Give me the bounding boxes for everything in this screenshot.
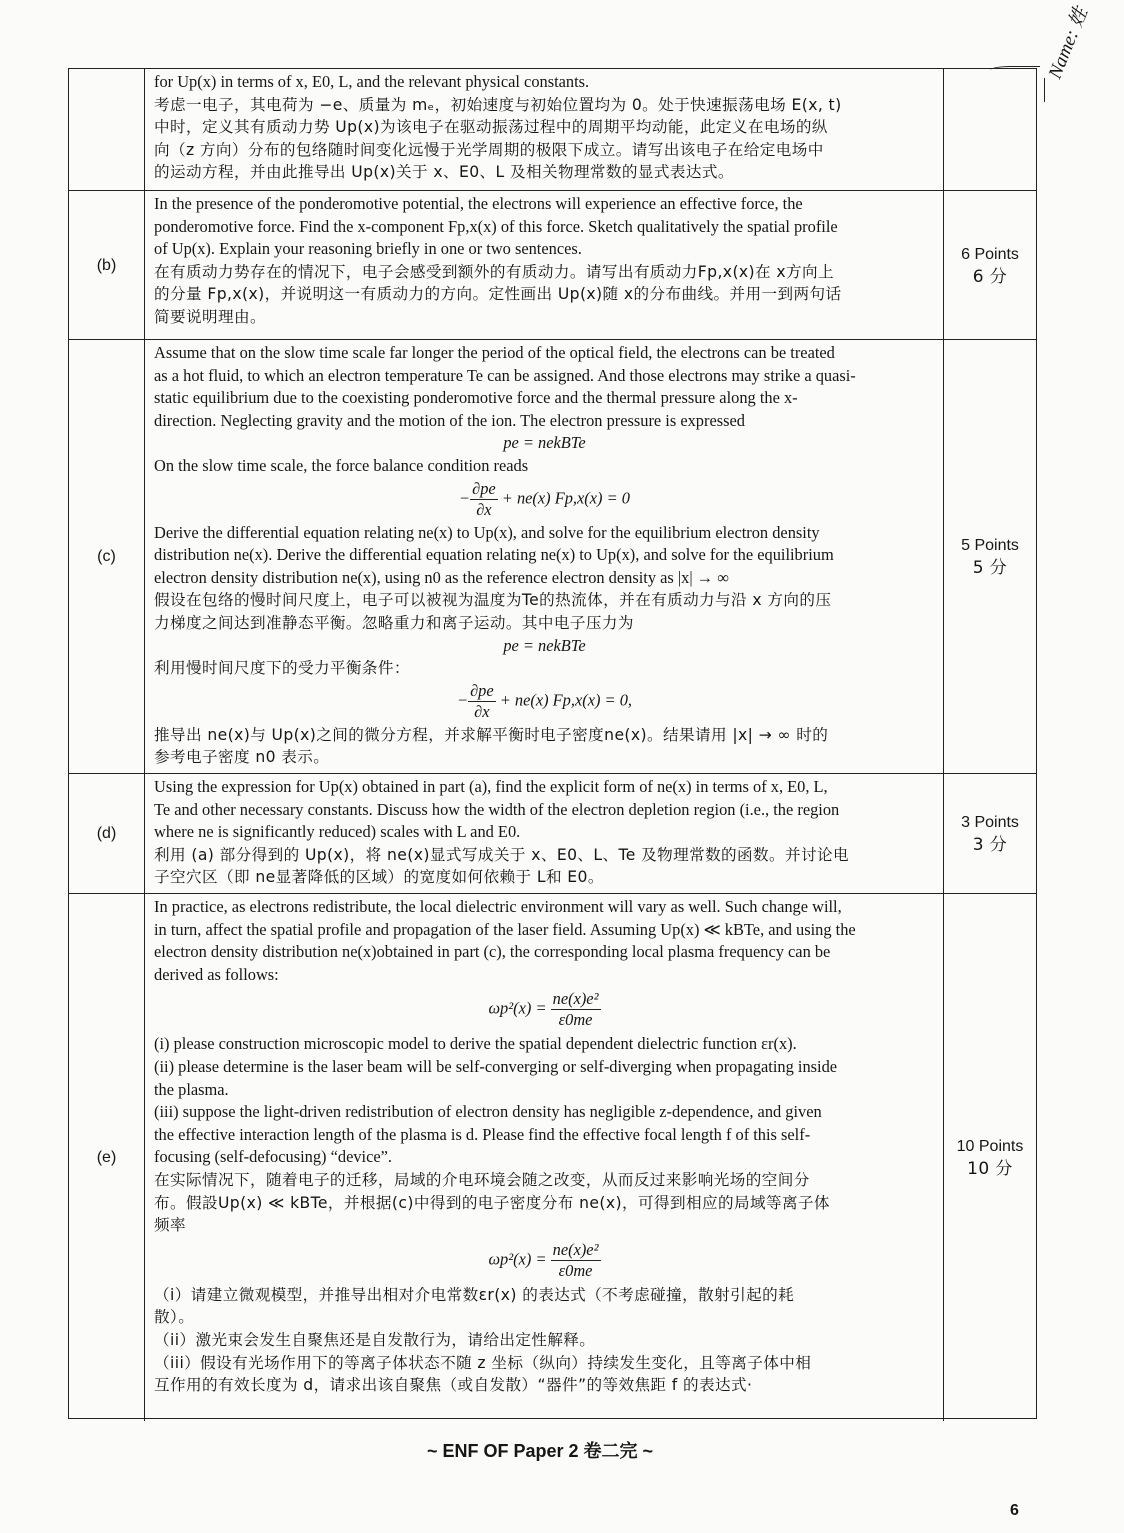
row-e-en-2: in turn, affect the spatial profile and propagation of the laser field. Assuming Up(x) ≪ kBTe, and using the <box>154 919 856 939</box>
row-e-en-iii-1: (iii) suppose the light-driven redistribution of electron density has negligible z-dependence, and given <box>154 1102 822 1122</box>
row-b-label: (b) <box>69 191 145 340</box>
question-table <box>68 68 1037 1419</box>
row-d-body <box>145 774 943 894</box>
row-c-cn-3: 利用慢时间尺度下的受力平衡条件： <box>154 659 410 678</box>
row-c-en-8: electron density distribution ne(x), using n0 as the reference electron density as |x| → ∞ <box>154 567 729 587</box>
row-a-body <box>145 69 943 190</box>
plasma-fraction-numerator-cn: ne(x)e² <box>552 1239 599 1259</box>
force-balance-rest: + ne(x) Fp,x(x) = 0 <box>501 487 630 507</box>
name-underline-tick <box>1036 78 1045 102</box>
row-d-points-cn: 3 分 <box>972 835 1008 855</box>
row-b-en-3: of Up(x). Explain your reasoning briefly in one or two sentences. <box>154 239 582 259</box>
row-c-cn-4: 推导出 ne(x)与 Up(x)之间的微分方程，并求解平衡时电子密度ne(x)。结果请用 |x| → ∞ 时的 <box>154 725 829 744</box>
pressure-equation-cn: pe = nekBTe <box>503 635 586 655</box>
row-b-cn-3: 简要说明理由。 <box>154 307 266 326</box>
row-b-points <box>943 191 1036 340</box>
row-b-body <box>145 191 943 340</box>
plasma-frequency-lhs-cn: ωp²(x) = <box>488 1248 547 1268</box>
row-d-en-2: Te and other necessary constants. Discuss how the width of the electron depletion region (i.e., the region <box>154 799 840 819</box>
row-c-en-4: direction. Neglecting gravity and the motion of the ion. The electron pressure is expressed <box>154 410 745 430</box>
row-a-cn-3: 向（z 方向）分布的包络随时间变化远慢于光学周期的极限下成立。请写出该电子在给定电场中 <box>154 140 824 159</box>
row-e-points <box>943 894 1036 1421</box>
plasma-frequency-equation <box>154 989 935 1030</box>
plasma-frequency-lhs: ωp²(x) = <box>488 998 547 1018</box>
fraction-numerator: ∂pe <box>472 478 496 498</box>
row-c-cn-5: 参考电子密度 n0 表示。 <box>154 748 330 767</box>
row-a-cn-2: 中时，定义其有质动力势 Up(x)为该电子在驱动振荡过程中的周期平均动能，此定义在电场的纵 <box>154 118 828 137</box>
row-b <box>69 190 1036 340</box>
row-e-en-ii-1: (ii) please determine is the laser beam will be self-converging or self-diverging when propagating inside <box>154 1056 838 1076</box>
row-c-en-1: Assume that on the slow time scale far longer the period of the optical field, the electrons can be treated <box>154 343 835 362</box>
fraction-numerator-cn: ∂pe <box>470 680 494 700</box>
row-e-en-3: electron density distribution ne(x)obtained in part (c), the corresponding local plasma frequency can be <box>154 942 831 962</box>
row-c-cn-2: 力梯度之间达到准静态平衡。忽略重力和离子运动。其中电子压力为 <box>154 613 634 632</box>
force-balance-rest-cn: + ne(x) Fp,x(x) = 0, <box>499 689 632 709</box>
row-e-en-iii-2: the effective interaction length of the plasma is d. Please find the effective focal length f of this self- <box>154 1124 811 1144</box>
row-d-cn-1: 利用 (a) 部分得到的 Up(x)，将 ne(x)显式写成关于 x、E0、L、Te 及物理常数的函数。并讨论电 <box>154 845 850 864</box>
row-e-en-ii-2: the plasma. <box>154 1079 229 1099</box>
row-a-en: for Up(x) in terms of x, E0, L, and the relevant physical constants. <box>154 72 590 91</box>
row-e <box>69 893 1036 1421</box>
row-b-cn-1: 在有质动力势存在的情况下，电子会感受到额外的有质动力。请写出有质动力Fp,x(x)在 x方向上 <box>154 262 834 281</box>
row-d-cn-2: 子空穴区（即 ne显著降低的区域）的宽度如何依赖于 L和 E0。 <box>154 868 604 887</box>
row-e-cn-iii-1: （iii）假设有光场作用下的等离子体状态不随 z 坐标（纵向）持续发生变化，且等离子体中相 <box>154 1353 812 1372</box>
plasma-frequency-fraction <box>551 989 601 1030</box>
row-e-cn-i-1: （i）请建立微观模型，并推导出相对介电常数εr(x) 的表达式（不考虑碰撞，散射引起的耗 <box>154 1285 795 1304</box>
row-c-en-6: Derive the differential equation relating ne(x) to Up(x), and solve for the equilibrium electron density <box>154 522 820 542</box>
row-c-en-5: On the slow time scale, the force balance condition reads <box>154 455 529 475</box>
row-c-points-en: 5 Points <box>961 537 1019 554</box>
row-d-en-3: where ne is significantly reduced) scales with L and E0. <box>154 822 521 842</box>
pressure-gradient-fraction-cn <box>468 681 496 722</box>
end-of-paper-footer: ~ ENF OF Paper 2 卷二完 ~ <box>426 1441 654 1461</box>
row-e-en-4: derived as follows: <box>154 964 279 984</box>
plasma-frequency-fraction-cn <box>551 1240 601 1281</box>
force-balance-equation-cn: − $\frac{\partial pe}{\partial x}$ + ne(x) Fp,x(x) = 0, <box>457 680 632 721</box>
row-b-points-cn: 6 分 <box>972 266 1008 287</box>
row-b-en-1: In the presence of the ponderomotive potential, the electrons will experience an effective force, the <box>154 194 803 213</box>
row-d-en-1: Using the expression for Up(x) obtained in part (a), find the explicit form of ne(x) in terms of x, E0, L, <box>154 777 828 796</box>
pressure-equation: pe = nekBTe <box>503 433 586 453</box>
pressure-gradient-fraction <box>470 479 498 520</box>
fraction-denominator-cn: ∂x <box>474 701 490 721</box>
row-c-en-7: distribution ne(x). Derive the differential equation relating ne(x) to Up(x), and solve for the equilibrium <box>154 545 834 565</box>
row-c-label: (c) <box>69 340 145 774</box>
row-c-body <box>145 340 943 774</box>
row-a-label-cell <box>69 69 145 190</box>
row-c-en-3: static equilibrium due to the coexisting ponderomotive force and the thermal pressure along the x- <box>154 388 798 408</box>
row-c-points <box>943 340 1036 774</box>
row-e-en-iii-3: focusing (self-defocusing) “device”. <box>154 1147 393 1167</box>
name-label: Name: 姓 <box>1044 4 1092 82</box>
plasma-fraction-numerator: ne(x)e² <box>552 989 599 1009</box>
row-e-en-1: In practice, as electrons redistribute, the local dielectric environment will vary as well. Such change will, <box>154 897 842 916</box>
plasma-fraction-denominator: ε0me <box>558 1010 593 1030</box>
row-b-points-en: 6 Points <box>961 245 1019 263</box>
row-e-cn-1: 在实际情况下，随着电子的迁移，局域的介电环境会随之改变，从而反过来影响光场的空间分 <box>154 1170 810 1189</box>
row-c <box>69 339 1036 774</box>
row-e-cn-ii: （ii）激光束会发生自聚焦还是自发散行为，请给出定性解释。 <box>154 1330 596 1349</box>
row-e-cn-iii-2: 互作用的有效长度为 d，请求出该自聚焦（或自发散）“器件”的等效焦距 f 的表达式· <box>154 1376 753 1395</box>
row-c-en-2: as a hot fluid, to which an electron temperature Te can be assigned. And those electrons may strike a quasi- <box>154 365 856 385</box>
row-a-cn-4: 的运动方程，并由此推导出 Up(x)关于 x、E0、L 及相关物理常数的显式表达式。 <box>154 163 734 182</box>
row-d <box>69 773 1036 894</box>
row-e-points-en: 10 Points <box>956 1137 1024 1155</box>
fraction-denominator: ∂x <box>476 499 492 519</box>
plasma-fraction-denominator-cn: ε0me <box>558 1260 593 1280</box>
plasma-frequency-equation-cn <box>154 1240 935 1281</box>
row-e-cn-i-2: 散）。 <box>154 1308 195 1327</box>
row-c-points-cn: 5 分 <box>972 558 1008 578</box>
row-a <box>69 69 1036 190</box>
row-d-points-en: 3 Points <box>961 814 1019 831</box>
row-c-cn-1: 假设在包络的慢时间尺度上，电子可以被视为温度为Te的热流体，并在有质动力与沿 x 方向的压 <box>154 591 832 610</box>
row-e-en-i: (i) please construction microscopic model to derive the spatial dependent dielectric function εr(x). <box>154 1034 797 1054</box>
row-b-en-2: ponderomotive force. Find the x-component Fp,x(x) of this force. Sketch qualitatively the spatial profile <box>154 216 838 236</box>
row-a-points-cell <box>943 69 1036 190</box>
row-e-cn-2: 布。假設Up(x) ≪ kBTe，并根据(c)中得到的电子密度分布 ne(x)，可得到相应的局域等离子体 <box>154 1193 830 1212</box>
row-e-points-cn: 10 分 <box>967 1158 1013 1179</box>
row-d-label: (d) <box>69 774 145 894</box>
force-balance-equation: − $\frac{\partial pe}{\partial x}$ + ne(x) Fp,x(x) = 0 <box>459 478 630 519</box>
row-b-cn-2: 的分量 Fp,x(x)，并说明这一有质动力的方向。定性画出 Up(x)随 x的分布曲线。并用一到两句话 <box>154 285 842 304</box>
row-e-body <box>145 894 943 1421</box>
page-number: 6 <box>1010 1502 1019 1519</box>
row-e-cn-3: 频率 <box>154 1216 186 1235</box>
row-a-cn-1: 考虑一电子，其电荷为 −e、质量为 mₑ，初始速度与初始位置均为 0。处于快速振荡电场 E(x, t) <box>154 95 842 114</box>
row-e-label: (e) <box>69 894 145 1421</box>
row-d-points <box>943 774 1036 894</box>
